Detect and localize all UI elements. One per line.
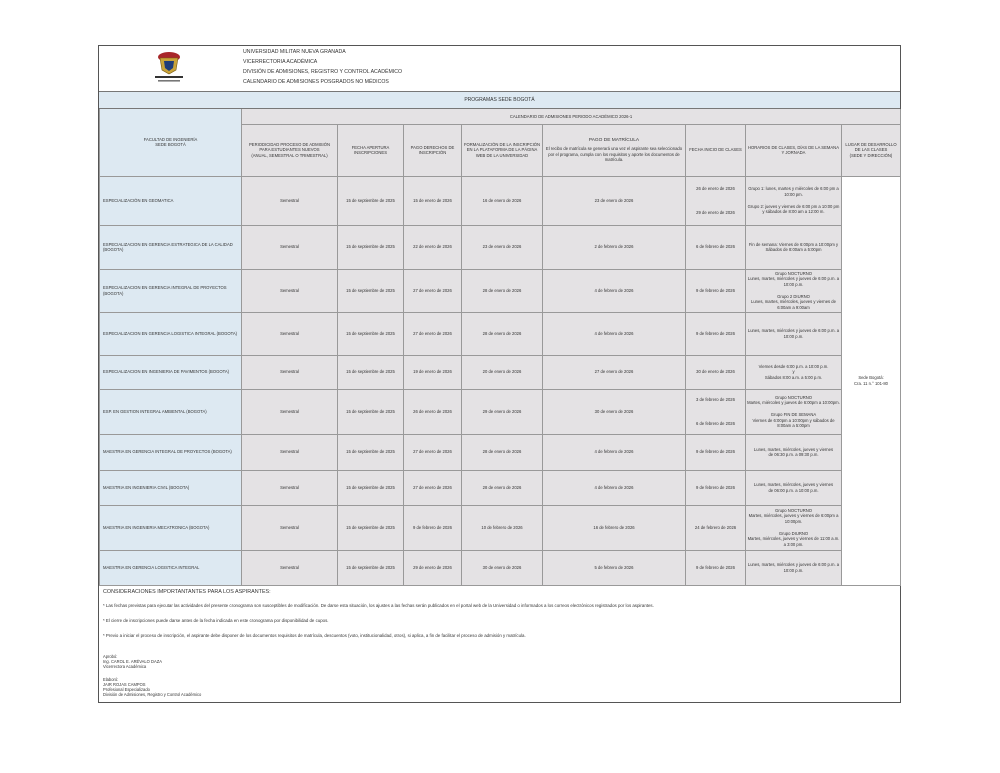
col-pago-matricula-note: El recibo de matrícula se generará una vez el aspirante sea seleccionado por el programa, cumpla con los requisitos y aporte los documentos de matrícula. (545, 146, 683, 162)
header-line-vicerrectoria: VICERRECTORIA ACADÉMICA (243, 59, 318, 65)
program-inicio-clases (686, 225, 746, 269)
program-horarios (746, 176, 842, 225)
program-row (100, 269, 901, 312)
program-periodicidad: Semestral (242, 269, 338, 312)
inicio-date: 30 de enero de 2026 (696, 369, 735, 375)
horario-text: Grupo NOCTURNO Martes, miércoles y jueves de 6:00pm a 10:00pm. (747, 394, 840, 406)
col-lugar: LUGAR DE DESARROLLO DE LAS CLASES (SEDE Y DIRECCIÓN) (842, 124, 901, 176)
program-horarios (746, 470, 842, 505)
program-horarios (746, 312, 842, 355)
program-apertura: 15 de septiembre de 2025 (338, 434, 404, 470)
program-apertura: 15 de septiembre de 2025 (338, 269, 404, 312)
program-name: ESPECIALIZACION EN GERENCIA INTEGRAL DE PROYECTOS (BOGOTA) (100, 269, 242, 312)
program-inicio-clases (686, 550, 746, 585)
prepared-by-role: Profesional Especializado División de Admisiones, Registro y Control Académico (103, 686, 202, 697)
program-row (100, 505, 901, 550)
inicio-date: 29 de enero de 2026 (696, 209, 735, 215)
program-horarios (746, 389, 842, 434)
horario-text: Lunes, martes, miércoles, jueves y viernes de 06:30 p.m. a 09:30 p.m. (753, 446, 834, 457)
program-formalizacion: 10 de febrero de 2026 (462, 505, 543, 550)
program-pago-matricula: 16 de febrero de 2026 (543, 505, 686, 550)
note-item: * Las fechas previstas para ejecutar las actividades del presente cronograma son susceptibles de modificación. De darse esta situación, los ajustes a las fechas serán publicados en el portal web de la Universidad o informados a los correos electrónicos registrados por los aspirantes. (103, 602, 654, 608)
col-inicio-clases: FECHA INICIO DE CLASES (686, 124, 746, 176)
approved-by-name: Ing. CAROL E. ARÉVALO DAZA (103, 658, 162, 664)
program-pago-matricula: 30 de enero de 2026 (543, 389, 686, 434)
program-apertura: 15 de septiembre de 2025 (338, 389, 404, 434)
program-pago-derechos: 27 de enero de 2026 (404, 269, 462, 312)
calendar-period-title: CALENDARIO DE ADMISIONES PERIODO ACADÉMICO 2026-1 (242, 109, 901, 124)
inicio-date: 9 de febrero de 2026 (696, 564, 735, 570)
approved-by-block (103, 654, 896, 669)
program-inicio-clases (686, 505, 746, 550)
program-row (100, 389, 901, 434)
inicio-date: 9 de febrero de 2026 (696, 287, 735, 293)
inicio-date: 24 de febrero de 2026 (694, 524, 737, 530)
program-inicio-clases (686, 269, 746, 312)
program-name: ESPECIALIZACION EN GERENCIA ESTRATEGICA DE LA CALIDAD (BOGOTA) (100, 225, 242, 269)
program-periodicidad: Semestral (242, 550, 338, 585)
program-periodicidad: Semestral (242, 176, 338, 225)
program-name: ESPECIALIZACION EN GERENCIA LOGISTICA INTEGRAL (BOGOTA) (100, 312, 242, 355)
program-horarios (746, 355, 842, 389)
inicio-date: 26 de enero de 2026 (696, 186, 735, 192)
col-apertura: FECHA APERTURA INSCRIPCIONES (338, 124, 404, 176)
horario-text: Grupo NOCTURNO Lunes, martes, miércoles y jueves de 6:00 p.m. a 10:00 p.m. (747, 271, 840, 287)
program-horarios (746, 505, 842, 550)
program-periodicidad: Semestral (242, 505, 338, 550)
horario-text: Lunes, martes, miércoles y jueves de 6:00 p.m. a 10:00 p.m. (747, 328, 840, 339)
horario-text: Grupo FIN DE SEMANA Viernes de 6:00pm a 10:00pm y sábados de 8:00am a 5:00pm (752, 412, 835, 428)
program-pago-matricula: 4 de febrero de 2026 (543, 269, 686, 312)
program-inicio-clases (686, 312, 746, 355)
inicio-date: 3 de febrero de 2026 (696, 397, 735, 403)
program-apertura: 15 de septiembre de 2025 (338, 225, 404, 269)
university-seal-logo (146, 50, 192, 86)
program-pago-matricula: 4 de febrero de 2026 (543, 312, 686, 355)
program-apertura: 15 de septiembre de 2025 (338, 505, 404, 550)
horario-text: Grupo 2: jueves y viernes de 6:00 pm a 10:00 pm y sábados de 8:00 am a 12:00 m. (747, 204, 840, 215)
program-inicio-clases (686, 470, 746, 505)
header-line-division: DIVISIÓN DE ADMISIONES, REGISTRO Y CONTROL ACADÉMICO (243, 69, 403, 75)
col-pago-matricula (543, 124, 686, 176)
prepared-by-name: JAIR ROJAS CAMPOS (103, 681, 146, 687)
program-formalizacion: 28 de enero de 2026 (462, 470, 543, 505)
col-pago-matricula-title: PAGO DE MATRÍCULA (588, 137, 640, 143)
program-formalizacion: 30 de enero de 2026 (462, 550, 543, 585)
header-line-university: UNIVERSIDAD MILITAR NUEVA GRANADA (243, 49, 346, 55)
program-apertura: 15 de septiembre de 2025 (338, 312, 404, 355)
lugar-clases-value: Sede Bogotá: Cra. 11 n.° 101-80 (842, 176, 901, 585)
considerations-title: CONSIDERACIONES IMPORTANTANTES PARA LOS ASPIRANTES: (103, 588, 271, 595)
program-row (100, 470, 901, 505)
col-pago-derechos: PAGO DERECHOS DE INSCRIPCIÓN (404, 124, 462, 176)
faculty-header (100, 109, 242, 176)
note-item: * Previo a iniciar el proceso de inscripción, el aspirante debe disponer de los documentos requisitos de matrícula, descuentos (voto, institucionalidad, otros), si aplica, a fin de facilitar el proceso de admisión y matrícula. (103, 632, 526, 638)
horario-text: Grupo DIURNO Martes, miércoles, jueves y viernes de 11:00 a.m. a 3:00 pm. (747, 531, 840, 547)
program-inicio-clases (686, 434, 746, 470)
program-horarios (746, 550, 842, 585)
program-pago-derechos: 22 de enero de 2026 (404, 225, 462, 269)
program-pago-matricula: 2 de febrero de 2026 (543, 225, 686, 269)
program-periodicidad: Semestral (242, 312, 338, 355)
program-periodicidad: Semestral (242, 225, 338, 269)
program-inicio-clases (686, 355, 746, 389)
program-horarios (746, 434, 842, 470)
program-row (100, 312, 901, 355)
program-pago-matricula: 4 de febrero de 2026 (543, 470, 686, 505)
program-pago-derechos: 27 de enero de 2026 (404, 470, 462, 505)
horario-text: Grupo 1: lunes, martes y miércoles de 6:00 pm a 10:00 pm. (748, 186, 839, 197)
document-header (99, 46, 900, 92)
signatures (103, 654, 896, 697)
admissions-calendar-sheet (98, 45, 901, 703)
programs-band-title: PROGRAMAS SEDE BOGOTÁ (99, 92, 900, 109)
note-item: * El cierre de inscripciones puede darse antes de la fecha indicada en este cronograma por disponibilidad de cupos. (103, 617, 329, 623)
program-formalizacion: 16 de enero de 2026 (462, 176, 543, 225)
program-formalizacion: 28 de enero de 2026 (462, 312, 543, 355)
programs-table-body (100, 176, 901, 585)
approved-by-role: Vicerrectora Académica (103, 663, 147, 669)
program-horarios (746, 269, 842, 312)
horario-text: Lunes, martes, miércoles y jueves de 6:00 p.m. a 10:00 p.m. (747, 562, 840, 573)
program-pago-derechos: 29 de enero de 2026 (404, 550, 462, 585)
program-pago-derechos: 19 de enero de 2026 (404, 355, 462, 389)
approved-by-label: Aprobó: (103, 653, 118, 659)
inicio-date: 9 de febrero de 2026 (696, 330, 735, 336)
program-name: MAESTRIA EN INGENIERIA CIVIL (BOGOTA) (100, 470, 242, 505)
program-name: MAESTRIA EN GERENCIA INTEGRAL DE PROYECTOS (BOGOTA) (100, 434, 242, 470)
inicio-date: 6 de febrero de 2026 (696, 420, 735, 426)
horario-text: Lunes, martes, miércoles, jueves y viernes de 06:00 p.m. a 10:00 p.m. (753, 482, 834, 493)
program-periodicidad: Semestral (242, 355, 338, 389)
col-horarios: HORARIOS DE CLASES, DÍAS DE LA SEMANA Y JORNADA (746, 124, 842, 176)
program-row (100, 434, 901, 470)
horario-text: Grupo NOCTURNO Martes, miércoles, jueves y viernes de 6:00pm a 10:00pm. (748, 508, 839, 524)
prepared-by-label: Elaboró: (103, 676, 119, 682)
program-inicio-clases (686, 176, 746, 225)
horario-text: Viernes desde 6:00 p.m. a 10:00 p.m. y Sábados 8:00 a.m. a 5:00 p.m. (758, 364, 829, 380)
program-pago-derechos: 27 de enero de 2026 (404, 312, 462, 355)
considerations-section (99, 586, 900, 697)
program-row (100, 176, 901, 225)
horario-text: Grupo 2 DIURNO Lunes, martes, miércoles, jueves y viernes de 6:00am a 9:00am (751, 294, 836, 310)
program-pago-derechos: 9 de febrero de 2026 (404, 505, 462, 550)
program-formalizacion: 28 de enero de 2026 (462, 269, 543, 312)
program-pago-matricula: 5 de febrero de 2026 (543, 550, 686, 585)
col-formalizacion: FORMALIZACIÓN DE LA INSCRIPCIÓN EN LA PLATAFORMA DE LA PÁGINA WEB DE LA UNIVERSIDAD (462, 124, 543, 176)
program-formalizacion: 29 de enero de 2026 (462, 389, 543, 434)
program-apertura: 15 de septiembre de 2025 (338, 470, 404, 505)
program-pago-matricula: 27 de enero de 2026 (543, 355, 686, 389)
program-pago-derechos: 15 de enero de 2026 (404, 176, 462, 225)
program-formalizacion: 28 de enero de 2026 (462, 434, 543, 470)
program-inicio-clases (686, 389, 746, 434)
program-row (100, 355, 901, 389)
program-name: MAESTRIA EN GERENCIA LOGISTICA INTEGRAL (100, 550, 242, 585)
inicio-date: 9 de febrero de 2026 (696, 484, 735, 490)
program-pago-matricula: 23 de enero de 2026 (543, 176, 686, 225)
program-pago-matricula: 4 de febrero de 2026 (543, 434, 686, 470)
prepared-by-block (103, 677, 896, 697)
inicio-date: 6 de febrero de 2026 (696, 244, 735, 250)
program-apertura: 15 de septiembre de 2025 (338, 176, 404, 225)
program-horarios (746, 225, 842, 269)
program-pago-derechos: 27 de enero de 2026 (404, 434, 462, 470)
horario-text: Fin de semana: Viernes de 6:00pm a 10:00pm y Sábados de 8:00am a 5:00pm (748, 241, 839, 252)
program-pago-derechos: 26 de enero de 2026 (404, 389, 462, 434)
program-row (100, 225, 901, 269)
inicio-date: 9 de febrero de 2026 (696, 449, 735, 455)
program-periodicidad: Semestral (242, 389, 338, 434)
program-name: ESPECIALIZACION EN INGENIERIA DE PAVIMENTOS (BOGOTA) (100, 355, 242, 389)
program-apertura: 15 de septiembre de 2025 (338, 550, 404, 585)
program-row (100, 550, 901, 585)
program-name: ESPECIALIZACIÓN EN GEOMATICA (100, 176, 242, 225)
faculty-header-text: FACULTAD DE INGENIERÍA SEDE BOGOTÁ (143, 136, 198, 148)
program-name: MAESTRIA EN INGENIERIA MECATRONICA (BOGOTA) (100, 505, 242, 550)
program-formalizacion: 20 de enero de 2026 (462, 355, 543, 389)
calendar-table (99, 109, 901, 586)
program-apertura: 15 de septiembre de 2025 (338, 355, 404, 389)
header-line-calendar: CALENDARIO DE ADMISIONES POSGRADOS NO MÉDICOS (243, 79, 389, 85)
col-periodicidad: PERIODICIDAD PROCESO DE ADMISIÓN PARA ESTUDIANTES NUEVOS (ANUAL, SEMESTRAL O TRIMESTRAL) (242, 124, 338, 176)
program-periodicidad: Semestral (242, 470, 338, 505)
program-formalizacion: 23 de enero de 2026 (462, 225, 543, 269)
program-name: ESP. EN GESTION INTEGRAL AMBIENTAL (BOGOTA) (100, 389, 242, 434)
program-periodicidad: Semestral (242, 434, 338, 470)
